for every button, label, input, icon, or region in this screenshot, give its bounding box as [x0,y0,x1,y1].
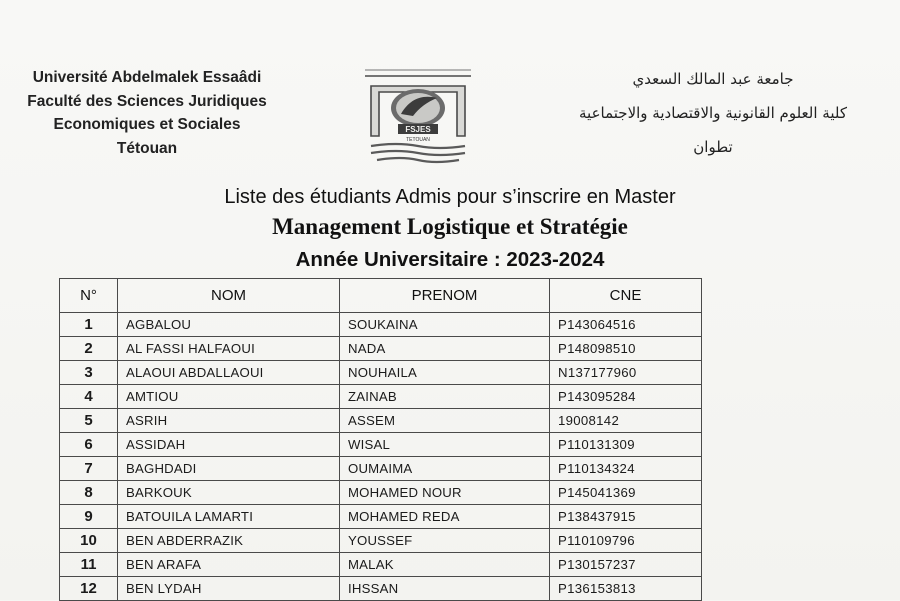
row-number: 11 [60,553,118,577]
cell-nom: ALAOUI ABDALLAOUI [118,361,340,385]
table-row [60,553,702,577]
table-row [60,457,702,481]
cell-nom: AL FASSI HALFAOUI [118,337,340,361]
cell-prenom: SOUKAINA [340,313,550,337]
table-row [60,385,702,409]
university-name: Université Abdelmalek Essaâdi [32,69,262,86]
row-number: 9 [60,505,118,529]
table-row [60,529,702,553]
cell-cne: P110109796 [550,529,702,553]
logo-text: FSJES [405,125,431,134]
cell-nom: ASSIDAH [118,433,340,457]
header-prenom: PRENOM [340,279,550,313]
cell-nom: BAGHDADI [118,457,340,481]
cell-cne: P110134324 [550,457,702,481]
table-row [60,505,702,529]
table-body [60,313,702,601]
faculty-name-line2: Economiques et Sociales [53,116,241,133]
list-title: Liste des étudiants Admis pour s’inscrire en Master [224,186,676,208]
header-cne: CNE [550,279,702,313]
cell-prenom: MOHAMED NOUR [340,481,550,505]
cell-cne: P143064516 [550,313,702,337]
cell-cne: 19008142 [550,409,702,433]
row-number: 12 [60,577,118,601]
table-row [60,577,702,601]
row-number: 1 [60,313,118,337]
master-name: Management Logistique et Stratégie [272,214,628,239]
cell-prenom: WISAL [340,433,550,457]
row-number: 8 [60,481,118,505]
cell-cne: P130157237 [550,553,702,577]
cell-cne: P110131309 [550,433,702,457]
cell-prenom: ZAINAB [340,385,550,409]
university-name-ar: جامعة عبد المالك السعدي [632,70,794,88]
table-row [60,481,702,505]
university-header-ar [548,62,878,164]
row-number: 5 [60,409,118,433]
cell-cne: P145041369 [550,481,702,505]
cell-cne: P138437915 [550,505,702,529]
cell-prenom: NOUHAILA [340,361,550,385]
cell-nom: BEN ABDERRAZIK [118,529,340,553]
cell-nom: BATOUILA LAMARTI [118,505,340,529]
faculty-logo [357,64,479,164]
cell-prenom: MOHAMED REDA [340,505,550,529]
row-number: 2 [60,337,118,361]
table-row [60,337,702,361]
faculty-name-ar: كلية العلوم القانونية والاقتصادية والاجتماعية [579,104,847,122]
cell-cne: P148098510 [550,337,702,361]
city-name-ar: تطوان [693,138,733,156]
logo-subtext: TETOUAN [406,137,430,143]
row-number: 4 [60,385,118,409]
cell-prenom: MALAK [340,553,550,577]
table-row [60,409,702,433]
row-number: 10 [60,529,118,553]
cell-nom: BARKOUK [118,481,340,505]
table-header-row [60,279,702,313]
header-nom: NOM [118,279,340,313]
cell-cne: N137177960 [550,361,702,385]
header-num: N° [60,279,118,313]
cell-prenom: YOUSSEF [340,529,550,553]
cell-prenom: NADA [340,337,550,361]
cell-nom: ASRIH [118,409,340,433]
row-number: 6 [60,433,118,457]
table-row [60,313,702,337]
cell-nom: AGBALOU [118,313,340,337]
cell-prenom: ASSEM [340,409,550,433]
table-row [60,433,702,457]
row-number: 7 [60,457,118,481]
cell-nom: AMTIOU [118,385,340,409]
academic-year: Année Universitaire : 2023-2024 [295,248,605,271]
cell-prenom: OUMAIMA [340,457,550,481]
cell-cne: P136153813 [550,577,702,601]
faculty-name-line1: Faculté des Sciences Juridiques [27,92,267,110]
row-number: 3 [60,361,118,385]
university-header-fr [16,66,278,160]
cell-nom: BEN LYDAH [118,577,340,601]
city-name: Tétouan [116,139,178,157]
admitted-students-table [59,278,702,601]
cell-cne: P143095284 [550,385,702,409]
cell-prenom: IHSSAN [340,577,550,601]
table-row [60,361,702,385]
cell-nom: BEN ARAFA [118,553,340,577]
